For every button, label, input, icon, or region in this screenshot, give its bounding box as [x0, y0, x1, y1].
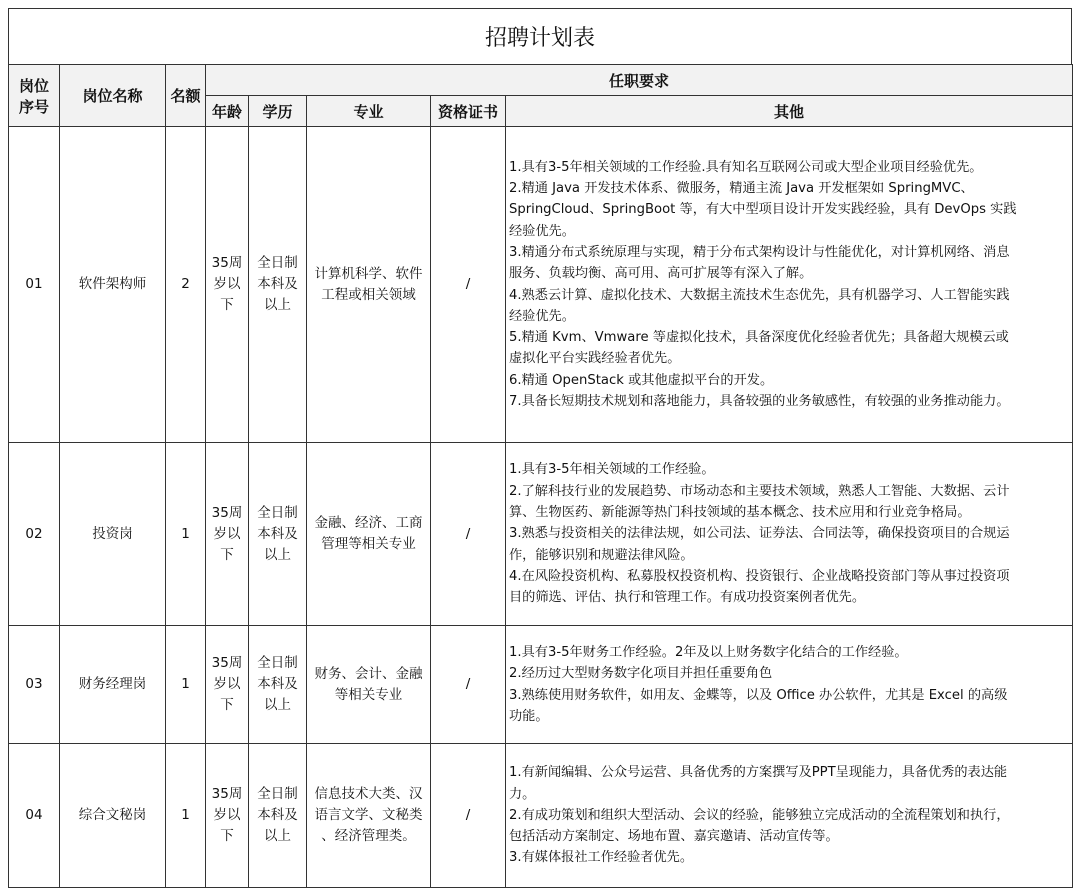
cell-line: 金融、经济、工商 [314, 515, 423, 531]
table-row [9, 127, 1073, 443]
requirement-line: 作，能够识别和规避法律风险。 [509, 547, 694, 563]
cell-line: 等相关专业 [334, 686, 403, 703]
requirement-line: 2.精通 Java 开发技术体系、微服务，精通主流 Java 开发框架如 SpringMVC、 [509, 181, 974, 197]
header-other: 其他 [506, 96, 1073, 127]
header-quota: 名额 [166, 65, 206, 127]
cell-line: 岁以 [213, 807, 241, 823]
table-row [9, 626, 1073, 744]
requirement-line: 4.熟悉云计算、虚拟化技术、大数据主流技术生态优先，具有机器学习、人工智能实践 [509, 287, 1010, 303]
header-id-line: 岗位 [18, 76, 49, 95]
cell-position: 综合文秘岗 [60, 744, 166, 888]
requirement-line: 1.具有3-5年财务工作经验。2年及以上财务数字化结合的工作经验。 [509, 644, 908, 660]
cell-education [249, 744, 307, 888]
cell-other [506, 626, 1073, 744]
cell-major [307, 127, 431, 443]
cell-line: 计算机科学、软件 [314, 265, 423, 282]
cell-major [307, 443, 431, 626]
table-row [9, 443, 1073, 626]
cell-line: 全日制 [257, 655, 298, 671]
cell-line: 本科及 [257, 525, 298, 542]
requirement-line: SpringCloud、SpringBoot 等，有大中型项目设计开发实践经验，具有 DevOps 实践 [509, 202, 1017, 218]
cell-education [249, 127, 307, 443]
cell-quota: 1 [166, 744, 206, 888]
cell-line: 、经济管理类。 [321, 828, 416, 844]
cell-position: 软件架构师 [60, 127, 166, 443]
cell-certificate: / [431, 127, 506, 443]
cell-certificate: / [431, 443, 506, 626]
cell-line: 本科及 [257, 676, 298, 692]
header-position: 岗位名称 [60, 65, 166, 127]
cell-education [249, 443, 307, 626]
cell-line: 以上 [264, 297, 291, 313]
cell-line: 岁以 [213, 276, 241, 292]
requirement-line: 服务、负载均衡、高可用、高可扩展等有深入了解。 [509, 266, 813, 282]
cell-line: 35周 [211, 504, 243, 521]
cell-id: 01 [9, 127, 60, 443]
cell-line: 35周 [211, 786, 243, 802]
cell-line: 下 [220, 828, 234, 844]
cell-line: 以上 [264, 546, 291, 563]
cell-quota: 2 [166, 127, 206, 443]
cell-age [206, 744, 249, 888]
cell-line: 全日制 [257, 786, 298, 802]
requirement-line: 3.熟练使用财务软件，如用友、金蝶等，以及 Office 办公软件，尤其是 Excel 的高级 [509, 687, 1008, 703]
cell-line: 以上 [264, 697, 291, 713]
cell-line: 以上 [264, 828, 291, 844]
requirement-line: 1.具有3-5年相关领域的工作经验。 [509, 462, 715, 478]
cell-line: 岁以 [213, 525, 241, 542]
cell-line: 工程或相关领域 [321, 286, 416, 303]
requirement-line: 包括活动方案制定、场地布置、嘉宾邀请、活动宣传等。 [509, 829, 839, 845]
header-certificate: 资格证书 [431, 96, 506, 127]
requirement-line: 3.有媒体报社工作经验者优先。 [509, 850, 694, 866]
page-title: 招聘计划表 [8, 8, 1072, 64]
cell-quota: 1 [166, 443, 206, 626]
cell-other [506, 744, 1073, 888]
requirement-line: 5.精通 Kvm、Vmware 等虚拟化技术，具备深度优化经验者优先；具备超大规模云或 [509, 330, 1009, 346]
cell-line: 本科及 [257, 276, 298, 292]
cell-major [307, 626, 431, 744]
cell-line: 35周 [211, 655, 243, 671]
requirement-line: 经验优先。 [509, 223, 575, 239]
cell-line: 本科及 [257, 807, 298, 823]
cell-line: 信息技术大类、汉 [314, 786, 423, 802]
requirement-line: 力。 [509, 786, 536, 802]
cell-line: 下 [220, 697, 234, 713]
requirement-line: 算、生物医药、新能源等热门科技领域的基本概念、技术应用和行业竞争格局。 [509, 505, 971, 521]
cell-age [206, 127, 249, 443]
requirement-line: 3.熟悉与投资相关的法律法规，如公司法、证券法、合同法等，确保投资项目的合规运 [509, 526, 1010, 542]
cell-line: 下 [220, 297, 234, 313]
cell-line: 全日制 [257, 255, 298, 271]
cell-age [206, 443, 249, 626]
cell-id: 03 [9, 626, 60, 744]
cell-certificate: / [431, 626, 506, 744]
requirement-line: 4.在风险投资机构、私募股权投资机构、投资银行、企业战略投资部门等从事过投资项 [509, 568, 1010, 584]
cell-line: 下 [220, 546, 234, 563]
header-major: 专业 [307, 96, 431, 127]
cell-line: 全日制 [257, 504, 298, 521]
cell-other [506, 127, 1073, 443]
cell-quota: 1 [166, 626, 206, 744]
cell-other [506, 443, 1073, 626]
header-id-line: 序号 [18, 97, 49, 116]
requirement-line: 2.有成功策划和组织大型活动、会议的经验，能够独立完成活动的全流程策划和执行， [509, 807, 1010, 823]
table-row [9, 744, 1073, 888]
requirement-line: 功能。 [509, 708, 549, 724]
header-requirements: 任职要求 [206, 65, 1073, 96]
requirement-line: 虚拟化平台实践经验者优先。 [509, 351, 681, 367]
header-id [9, 65, 60, 127]
requirement-line: 3.精通分布式系统原理与实现，精于分布式架构设计与性能优化，对计算机网络、消息 [509, 244, 1010, 260]
cell-position: 财务经理岗 [60, 626, 166, 744]
requirement-line: 1.有新闻编辑、公众号运营、具备优秀的方案撰写及PPT呈现能力，具备优秀的表达能 [509, 765, 1008, 781]
cell-line: 管理等相关专业 [321, 536, 416, 552]
cell-age [206, 626, 249, 744]
cell-id: 02 [9, 443, 60, 626]
header-age: 年龄 [206, 96, 249, 127]
cell-education [249, 626, 307, 744]
cell-line: 语言文学、文秘类 [314, 807, 423, 823]
requirement-line: 2.经历过大型财务数字化项目并担任重要角色 [509, 666, 773, 682]
requirement-line: 经验优先。 [509, 308, 575, 324]
requirement-line: 6.精通 OpenStack 或其他虚拟平台的开发。 [509, 372, 774, 388]
header-education: 学历 [249, 96, 307, 127]
cell-major [307, 744, 431, 888]
cell-certificate: / [431, 744, 506, 888]
cell-line: 35周 [211, 255, 243, 271]
cell-line: 财务、会计、金融 [314, 665, 423, 682]
requirement-line: 目的筛选、评估、执行和管理工作。有成功投资案例者优先。 [509, 590, 866, 606]
cell-position: 投资岗 [60, 443, 166, 626]
requirement-line: 1.具有3-5年相关领域的工作经验.具有知名互联网公司或大型企业项目经验优先。 [509, 159, 983, 175]
recruitment-table [8, 64, 1073, 888]
requirement-line: 2.了解科技行业的发展趋势、市场动态和主要技术领域，熟悉人工智能、大数据、云计 [509, 483, 1010, 499]
requirement-line: 7.具备长短期技术规划和落地能力，具备较强的业务敏感性，有较强的业务推动能力。 [509, 393, 1010, 409]
cell-line: 岁以 [213, 676, 241, 692]
cell-id: 04 [9, 744, 60, 888]
recruitment-plan-document [8, 8, 1072, 888]
